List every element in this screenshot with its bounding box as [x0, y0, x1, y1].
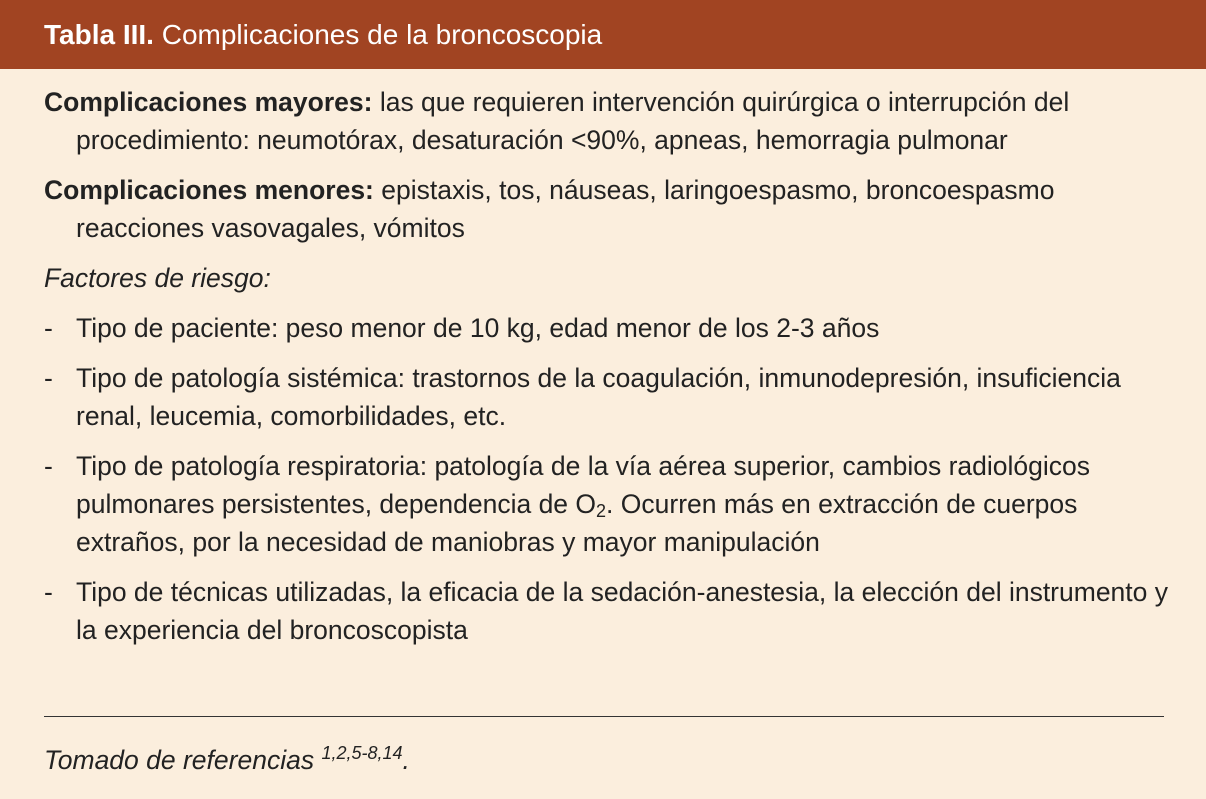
oxygen-subscript: 2	[596, 501, 607, 521]
risk-factors-title: Factores de riesgo:	[44, 263, 271, 293]
minor-complications	[44, 171, 1174, 247]
risk-item-text: Tipo de paciente: peso menor de 10 kg, edad menor de los 2-3 años	[76, 313, 880, 343]
risk-item-text-after: . Ocurren más en extracción de cuerpos extraños, por la necesidad de maniobras y mayor manipulación	[76, 489, 1078, 557]
major-complications-label: Complicaciones mayores:	[44, 87, 373, 117]
major-complications	[44, 83, 1174, 159]
risk-item-techniques	[44, 573, 1174, 649]
risk-item-respiratory	[44, 447, 1174, 561]
reference-numbers: 1,2,5-8,14	[321, 743, 403, 763]
dash-bullet: -	[44, 313, 53, 343]
risk-item-text: Tipo de patología sistémica: trastornos de la coagulación, inmunodepresión, insuficiencia renal, leucemia, comorbilidades, etc.	[76, 363, 1121, 431]
source-text: Tomado de referencias	[44, 745, 322, 775]
table-header	[0, 0, 1206, 69]
table-number: Tabla III.	[44, 19, 154, 50]
dash-bullet: -	[44, 363, 53, 393]
dash-bullet: -	[44, 451, 53, 481]
table-body	[44, 83, 1174, 661]
footer-divider	[44, 716, 1164, 717]
risk-item-text-before: Tipo de patología respiratoria: patología de la vía aérea superior, cambios radiológicos pulmonares persistentes, dependencia de O	[76, 451, 1090, 519]
risk-item-patient	[44, 309, 1174, 347]
minor-complications-text: epistaxis, tos, náuseas, laringoespasmo, broncoespasmo reacciones vasovagales, vómitos	[76, 175, 1055, 243]
table-title: Complicaciones de la broncoscopia	[161, 19, 603, 50]
source-note	[44, 741, 410, 779]
minor-complications-label: Complicaciones menores:	[44, 175, 374, 205]
risk-item-systemic	[44, 359, 1174, 435]
dash-bullet: -	[44, 577, 53, 607]
source-end: .	[402, 745, 410, 775]
risk-item-text: Tipo de técnicas utilizadas, la eficacia de la sedación-anestesia, la elección del instrumento y la experiencia del broncoscopista	[76, 577, 1169, 645]
major-complications-text: las que requieren intervención quirúrgica o interrupción del procedimiento: neumotórax, desaturación <90%, apneas, hemorragia pulmonar	[76, 87, 1070, 155]
